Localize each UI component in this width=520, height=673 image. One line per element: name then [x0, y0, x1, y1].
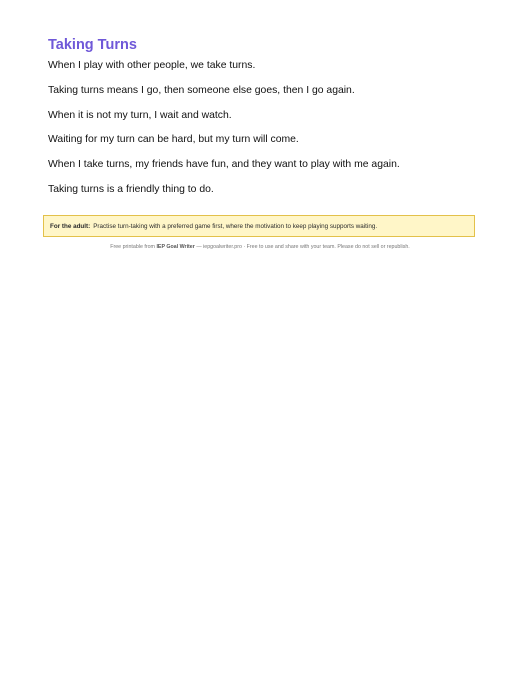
story-lines — [48, 59, 488, 208]
adult-note-label: For the adult: — [50, 222, 91, 230]
story-line: Taking turns means I go, then someone else goes, then I go again. — [48, 84, 355, 96]
footer-suffix: — iepgoalwriter.pro · Free to use and share with your team. Please do not sell or republish. — [196, 244, 410, 250]
story-line: When I take turns, my friends have fun, and they want to play with me again. — [48, 159, 400, 171]
story-line: When it is not my turn, I wait and watch. — [48, 109, 232, 121]
story-line: When I play with other people, we take turns. — [48, 60, 256, 71]
adult-note-box — [43, 215, 475, 237]
page-title: Taking Turns — [48, 37, 137, 53]
story-line: Taking turns is a friendly thing to do. — [48, 183, 214, 195]
adult-note-text: Practise turn-taking with a preferred game first, where the motivation to keep playing supports waiting. — [93, 222, 378, 230]
footer — [0, 243, 520, 251]
footer-prefix: Free printable from — [110, 244, 155, 250]
footer-brand: IEP Goal Writer — [156, 244, 195, 250]
story-line: Waiting for my turn can be hard, but my turn will come. — [48, 134, 299, 146]
